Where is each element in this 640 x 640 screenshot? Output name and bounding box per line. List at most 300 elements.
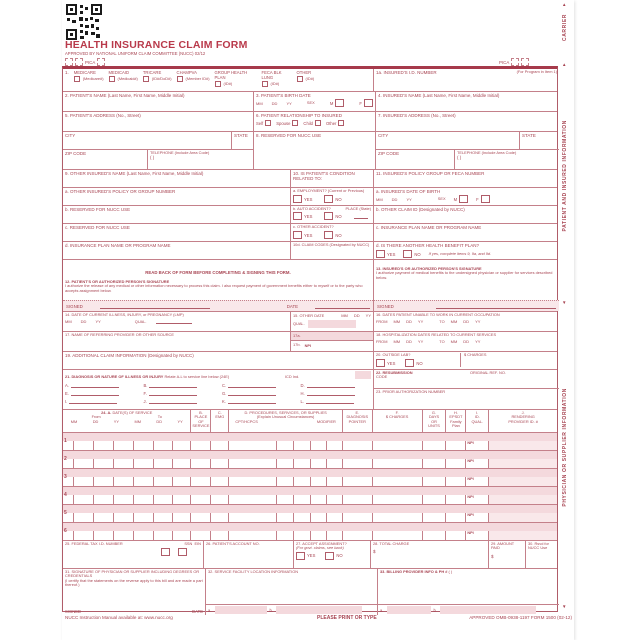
city-label: CITY — [378, 133, 389, 138]
box28-label: 28. TOTAL CHARGE — [373, 541, 410, 546]
employment-yes-checkbox — [293, 195, 302, 203]
col-i-letter: I. — [476, 410, 479, 415]
self-checkbox — [265, 120, 271, 126]
col-i-header — [465, 410, 488, 432]
svc-mod4 — [326, 441, 342, 450]
diag-line — [149, 391, 197, 396]
col-g-line4: UNITS — [428, 423, 440, 429]
box1a-insured-id — [373, 69, 559, 91]
dd-label: DD — [406, 319, 412, 325]
box11c-plan-name — [373, 224, 559, 241]
signature-line — [436, 304, 556, 309]
box1-coverage-type — [63, 69, 373, 91]
female-checkbox — [364, 99, 373, 107]
svc-to-mm — [133, 441, 153, 450]
option-label: OTHER — [296, 70, 312, 75]
patient-insured-vertical-label: PATIENT AND INSURED INFORMATION — [562, 120, 568, 232]
box10c-label: c. OTHER ACCIDENT? — [293, 224, 334, 229]
yes-label: YES — [307, 553, 316, 559]
form-footer — [62, 613, 574, 627]
col-g-line2: DAYS — [428, 414, 440, 420]
diag-line — [228, 383, 276, 388]
service-line-shade — [63, 433, 557, 441]
diag-line — [228, 391, 276, 396]
box4-insured-name — [375, 92, 559, 111]
pica-box — [97, 58, 105, 66]
lab-yes-checkbox — [376, 359, 385, 367]
col-e-line3: POINTER — [348, 418, 366, 424]
svc-from-dd — [93, 441, 113, 450]
service-lines — [63, 432, 557, 540]
col-g-header — [422, 410, 446, 432]
yy-label: YY — [365, 313, 371, 318]
box31-physician-signature — [63, 569, 205, 615]
state-label: STATE — [522, 133, 536, 138]
box1-option-feca — [262, 70, 292, 87]
box10d-claim-codes — [290, 242, 373, 259]
yy-label: YY — [475, 339, 481, 345]
box25-label: 25. FEDERAL TAX I.D. NUMBER — [65, 541, 123, 546]
box22-label: 22. RESUBMISSION — [376, 370, 413, 375]
box20-outside-lab — [373, 352, 559, 369]
box11d-note: If yes, complete items 9, 9a, and 9d. — [428, 251, 492, 257]
box9-label: 9. OTHER INSURED'S NAME (Last Name, First Name, Middle Initial) — [65, 171, 204, 176]
box26-label: 26. PATIENT'S ACCOUNT NO. — [206, 541, 260, 546]
box30-reserved — [525, 541, 559, 568]
other-rel-label: Other — [325, 120, 337, 126]
box32-label: 32. SERVICE FACILITY LOCATION INFORMATION — [208, 569, 299, 574]
form-body — [62, 66, 558, 612]
claim-form-sheet — [62, 0, 574, 640]
box19-additional-claim-info — [63, 352, 373, 369]
line-number: 2 — [64, 456, 67, 462]
male-checkbox — [335, 99, 344, 107]
col-h-letter: H. — [453, 410, 458, 415]
patient-city-zip — [63, 132, 253, 169]
box31-note: (I certify that the statements on the reverse apply to this bill and are made a part thereof.) — [65, 577, 203, 588]
cpt-label: CPT/HCPCS — [235, 418, 258, 424]
spouse-label: Spouse — [276, 120, 291, 126]
otheracc-no-checkbox — [324, 231, 333, 239]
col-h-line2: EPSDT — [449, 414, 463, 420]
diag-line — [228, 399, 276, 404]
col-f-letter: F. — [395, 410, 399, 415]
service-line-shade — [63, 487, 557, 495]
box11d-other-plan — [373, 242, 559, 259]
box30-label: 30. Rsvd for NUCC Use — [528, 541, 549, 551]
box1a-label: 1a. INSURED'S I.D. NUMBER — [376, 70, 437, 75]
mm-label: MM — [393, 339, 401, 345]
option-sub: (ID#/DoD#) — [151, 75, 172, 81]
svc-diag-pointer — [342, 441, 372, 450]
service-line — [63, 450, 557, 468]
box22-code-label: CODE — [376, 374, 388, 380]
col-c-letter: C. — [217, 410, 222, 415]
dd-label: DD — [353, 313, 360, 318]
mm-label: MM — [450, 339, 458, 345]
service-line — [63, 486, 557, 504]
to-label: To — [157, 414, 162, 420]
box27-label: 27. ACCEPT ASSIGNMENT? — [296, 541, 347, 546]
box13-label: 13. INSURED'S OR AUTHORIZED PERSON'S SIGNATURE — [376, 266, 482, 271]
box1-option-champva — [177, 70, 210, 82]
sub-b-label: b. — [433, 607, 437, 613]
box17-referring-provider — [63, 332, 290, 351]
box23-label: 23. PRIOR AUTHORIZATION NUMBER — [376, 389, 446, 394]
modifier-label: MODIFIER — [316, 418, 336, 424]
service-line — [63, 522, 557, 540]
box20-label: 20. OUTSIDE LAB? — [376, 352, 411, 357]
option-label: TRICARE — [142, 70, 162, 75]
pica-left — [65, 58, 105, 66]
col-i-line2: ID. — [474, 414, 480, 420]
dollar-sign: $ — [491, 553, 494, 559]
otheracc-yes-checkbox — [293, 231, 302, 239]
sex-label: SEX — [437, 196, 446, 202]
margin-strip — [558, 0, 574, 640]
box5-label: 5. PATIENT'S ADDRESS (No., Street) — [65, 113, 141, 118]
row-9c-10c-11c — [63, 223, 557, 241]
svc-rendering-id — [488, 441, 557, 450]
other-checkbox — [297, 76, 303, 82]
auto-yes-checkbox — [293, 212, 302, 220]
npi-label: NPI — [467, 495, 474, 499]
service-table-header — [63, 409, 557, 432]
box9a-policy-number — [63, 188, 290, 205]
box9c-label: c. RESERVED FOR NUCC USE — [65, 225, 130, 230]
feca-checkbox — [262, 81, 268, 87]
row-14-15-16 — [63, 311, 557, 331]
row-coverage — [63, 69, 557, 91]
box33-label: 33. BILLING PROVIDER INFO & PH # — [380, 569, 448, 574]
box9-other-insured — [63, 170, 290, 187]
box1-option-tricare — [143, 70, 172, 82]
npi-label: NPI — [304, 343, 311, 348]
line-number: 4 — [64, 492, 67, 498]
date-line — [315, 304, 370, 309]
diag-letter: F. — [143, 391, 147, 396]
dollar-sign: $ — [373, 549, 376, 555]
service-line-shade — [63, 469, 557, 477]
dd-label: DD — [463, 339, 470, 345]
diag-line — [71, 391, 119, 396]
row-31-32-33 — [63, 568, 557, 615]
yes-label: YES — [304, 213, 313, 219]
box12-patient-signature — [63, 260, 373, 311]
col-a-header — [63, 410, 190, 432]
mm-label: MM — [393, 319, 401, 325]
yy-label: YY — [406, 196, 412, 202]
diag-line — [71, 383, 119, 388]
option-sub: (ID#) — [270, 80, 280, 86]
option-label: FECA BLK LUNG — [261, 70, 282, 80]
to-label: TO — [439, 318, 445, 324]
box14-current-illness — [63, 312, 290, 331]
pica-box — [65, 58, 73, 66]
child-checkbox — [315, 120, 321, 126]
box9d-plan-name — [63, 242, 290, 259]
signed-label: SIGNED — [377, 303, 394, 309]
phone-paren: ( ) — [150, 155, 155, 161]
other-rel-checkbox — [338, 120, 344, 126]
service-line — [63, 432, 557, 450]
date-label: DATE — [286, 303, 299, 309]
male-label: M — [329, 100, 334, 106]
box31-label: 31. SIGNATURE OF PHYSICIAN OR SUPPLIER INCLUDING DEGREES OR CREDENTIALS — [65, 569, 200, 579]
yy-label: YY — [417, 339, 424, 345]
box11b-label: b. OTHER CLAIM ID (Designated by NUCC) — [376, 207, 465, 212]
benefit-yes-checkbox — [376, 250, 385, 258]
row-19-20 — [63, 351, 557, 369]
group-checkbox — [215, 81, 221, 87]
charges-label: $ CHARGES — [464, 352, 487, 357]
sub-b-label: b. — [269, 607, 273, 613]
place-write-line — [354, 214, 368, 219]
no-label: NO — [336, 553, 343, 559]
child-label: Child — [303, 120, 313, 126]
col-h-line3: Family — [450, 418, 462, 424]
svc-from-yy — [113, 441, 133, 450]
diag-line — [149, 399, 197, 404]
option-label: MEDICARE — [73, 70, 96, 75]
col-e-line2: DIAGNOSIS — [346, 414, 369, 420]
insured-female-checkbox — [481, 195, 490, 203]
svc-charges — [372, 441, 422, 450]
yes-label: YES — [304, 196, 313, 202]
box32-service-facility — [205, 569, 377, 615]
carrier-vertical-label: CARRIER — [562, 14, 568, 41]
box12-text: I authorize the release of any medical or other information necessary to process this claim. I also request payment of government benefits either to myself or to the party who accepts assignment below. — [65, 283, 363, 293]
diag-letter: G. — [222, 391, 227, 396]
pica-label: PICA — [85, 59, 96, 65]
arrow-down-icon: ▼ — [562, 604, 567, 609]
qual-label: QUAL. — [134, 318, 147, 324]
diag-letter: I. — [65, 399, 68, 404]
pica-right — [499, 58, 529, 66]
row-9-10-11 — [63, 169, 557, 187]
npi-label: NPI — [467, 513, 474, 517]
ein-checkbox — [178, 548, 187, 556]
box6-relationship — [253, 112, 375, 131]
diag-line — [307, 391, 355, 396]
npi-label: NPI — [467, 441, 474, 445]
npi-label: NPI — [467, 459, 474, 463]
no-label: NO — [335, 232, 342, 238]
box7-label: 7. INSURED'S ADDRESS (No., Street) — [378, 113, 456, 118]
arrow-up-icon: ▲ — [562, 2, 567, 7]
service-line — [63, 468, 557, 486]
diag-line — [149, 383, 197, 388]
form-title: HEALTH INSURANCE CLAIM FORM — [65, 39, 248, 51]
female-label: F — [359, 100, 362, 106]
yy-label: YY — [95, 319, 101, 325]
option-label: CHAMPVA — [176, 70, 197, 75]
box6-label: 6. PATIENT RELATIONSHIP TO INSURED — [256, 113, 342, 118]
col-h-line4: Plan — [452, 423, 460, 429]
dd-label: DD — [391, 196, 398, 202]
box9c-reserved — [63, 224, 290, 241]
pica-label: PICA — [499, 59, 510, 65]
box18-hospitalization — [373, 332, 559, 351]
dd-label: DD — [406, 339, 412, 345]
box15-other-date — [290, 312, 373, 331]
box27-accept-assignment — [293, 541, 370, 568]
diag-line — [69, 399, 117, 404]
svc-mod2 — [293, 441, 310, 450]
col-i-line3: QUAL. — [471, 418, 484, 424]
pica-box — [521, 58, 529, 66]
diag-letter: E. — [65, 391, 69, 396]
box21-label: 21. DIAGNOSIS OR NATURE OF ILLNESS OR INJURY — [65, 373, 164, 379]
box22-23 — [373, 370, 559, 409]
box11b-other-claim-id — [373, 206, 559, 223]
dd-label: DD — [463, 319, 470, 325]
diag-letter: A. — [65, 383, 69, 388]
col-g-line3: OR — [431, 418, 437, 424]
readback-label: READ BACK OF FORM BEFORE COMPLETING & SIGNING THIS FORM. — [145, 270, 291, 275]
pica-box — [75, 58, 83, 66]
from-label: From — [91, 414, 101, 420]
service-line-shade — [63, 523, 557, 531]
box11a-label: a. INSURED'S DATE OF BIRTH — [376, 189, 441, 194]
col-j-line3: PROVIDER ID. # — [508, 418, 538, 424]
option-sub: (Member ID#) — [185, 75, 210, 81]
row-signatures — [63, 259, 557, 311]
box11d-label: d. IS THERE ANOTHER HEALTH BENEFIT PLAN? — [376, 243, 480, 248]
svc-pos — [190, 441, 210, 450]
box28-total-charge — [370, 541, 488, 568]
col-d-title: D. PROCEDURES, SERVICES, OR SUPPLIES — [244, 410, 327, 415]
col-e-header — [342, 410, 372, 432]
box12-label: 12. PATIENT'S OR AUTHORIZED PERSON'S SIGNATURE — [65, 279, 170, 284]
zip-label: ZIP CODE — [378, 150, 400, 156]
box1-option-medicaid — [109, 70, 138, 82]
arrow-down-icon: ▼ — [562, 300, 567, 305]
box26-patient-account — [203, 541, 293, 568]
spouse-checkbox — [292, 120, 298, 126]
box10a-employment — [290, 188, 373, 205]
sub-a-label: a. — [208, 607, 212, 613]
dd-label: DD — [271, 100, 278, 106]
box10b-label: b. AUTO ACCIDENT? — [293, 206, 331, 211]
box21-note: Relate A-L to service line below (24E) — [164, 373, 230, 379]
col-b-line3: SERVICE — [192, 423, 210, 429]
col-b-header — [190, 410, 210, 432]
npi-label: NPI — [467, 477, 474, 481]
box9b-reserved — [63, 206, 290, 223]
box10b-auto-accident — [290, 206, 373, 223]
no-label: NO — [414, 251, 421, 257]
box22-ref-label: ORIGINAL REF. NO. — [470, 370, 506, 375]
line-number: 1 — [64, 438, 67, 444]
assign-yes-checkbox — [296, 552, 305, 560]
box10-condition — [290, 170, 373, 187]
from-label: FROM — [376, 338, 388, 344]
diag-letter: K. — [222, 399, 226, 404]
option-sub: (Medicaid#) — [117, 75, 138, 81]
box9d-label: d. INSURANCE PLAN NAME OR PROGRAM NAME — [65, 243, 171, 248]
zip-label: ZIP CODE — [65, 150, 87, 156]
svc-emg — [210, 441, 228, 450]
patient-zip — [63, 150, 147, 169]
col-h-header — [445, 410, 465, 432]
dd-label: DD — [92, 418, 99, 424]
signed-label: SIGNED — [65, 609, 82, 614]
box33-billing-provider — [377, 569, 559, 615]
svc-from-mm — [73, 441, 93, 450]
mm-label: MM — [65, 319, 72, 325]
svc-mod3 — [310, 441, 326, 450]
sex-label: SEX — [306, 100, 315, 106]
box17ab — [290, 332, 373, 351]
no-label: NO — [335, 213, 342, 219]
box17-label: 17. NAME OF REFERRING PROVIDER OR OTHER SOURCE — [65, 332, 174, 337]
diag-letter: B. — [143, 383, 148, 388]
option-sub: (Medicare#) — [82, 75, 104, 81]
yy-label: YY — [286, 100, 292, 106]
ssn-label: SSN — [184, 541, 193, 546]
box11-policy-group — [373, 170, 559, 187]
no-label: NO — [335, 196, 342, 202]
state-label: STATE — [234, 133, 248, 138]
medicaid-checkbox — [109, 76, 115, 82]
box2-label: 2. PATIENT'S NAME (Last Name, First Name, Middle Initial) — [65, 93, 185, 98]
svc-mod1 — [276, 441, 293, 450]
box24-num: 24. A. — [101, 410, 112, 415]
col-j-line2: RENDERING — [511, 414, 535, 420]
qual-line — [156, 319, 192, 324]
tricare-checkbox — [143, 76, 149, 82]
insured-zip — [376, 150, 454, 169]
patient-phone — [147, 150, 253, 169]
service-line-shade — [63, 451, 557, 459]
col-f-header — [372, 410, 422, 432]
diag-letter: J. — [143, 399, 147, 404]
col-d-sub: (Explain Unusual Circumstances) — [256, 414, 315, 420]
box16-unable-to-work — [373, 312, 559, 331]
dd-label: DD — [156, 418, 163, 424]
service-line — [63, 504, 557, 522]
physician-supplier-vertical-label: PHYSICIAN OR SUPPLIER INFORMATION — [562, 388, 568, 507]
place-state-label: PLACE (State) — [345, 206, 371, 211]
row-25-30 — [63, 540, 557, 568]
box18-label: 18. HOSPITALIZATION DATES RELATED TO CURRENT SERVICES — [376, 332, 497, 337]
option-label: GROUP HEALTH PLAN — [214, 70, 248, 80]
footer-approval: APPROVED OMB-0938-1197 FORM 1500 (02-12) — [469, 615, 572, 620]
medicare-checkbox — [74, 76, 80, 82]
box17b-label: 17b. — [293, 342, 301, 348]
yy-label: YY — [475, 319, 481, 325]
col-a-title: DATE(S) OF SERVICE — [112, 410, 153, 415]
col-c-header — [210, 410, 228, 432]
box4-label: 4. INSURED'S NAME (Last Name, First Name, Middle Initial) — [378, 93, 500, 98]
auto-no-checkbox — [324, 212, 333, 220]
to-label: TO — [439, 338, 445, 344]
box29-label: 29. AMOUNT PAID — [491, 541, 515, 551]
row-21-22-23 — [63, 369, 557, 409]
self-label: Self — [256, 120, 264, 126]
qual-label: QUAL. — [293, 320, 305, 326]
svc-days-units — [422, 441, 446, 450]
patient-state — [231, 132, 253, 149]
diag-letter: D. — [300, 383, 305, 388]
box1-num: 1. — [65, 70, 69, 75]
mm-label: MM — [70, 418, 78, 424]
box10-label: 10. IS PATIENT'S CONDITION RELATED TO: — [293, 171, 355, 182]
box12-signed-row — [63, 300, 373, 311]
option-label: MEDICAID — [108, 70, 130, 75]
box13-insured-signature — [373, 260, 559, 311]
